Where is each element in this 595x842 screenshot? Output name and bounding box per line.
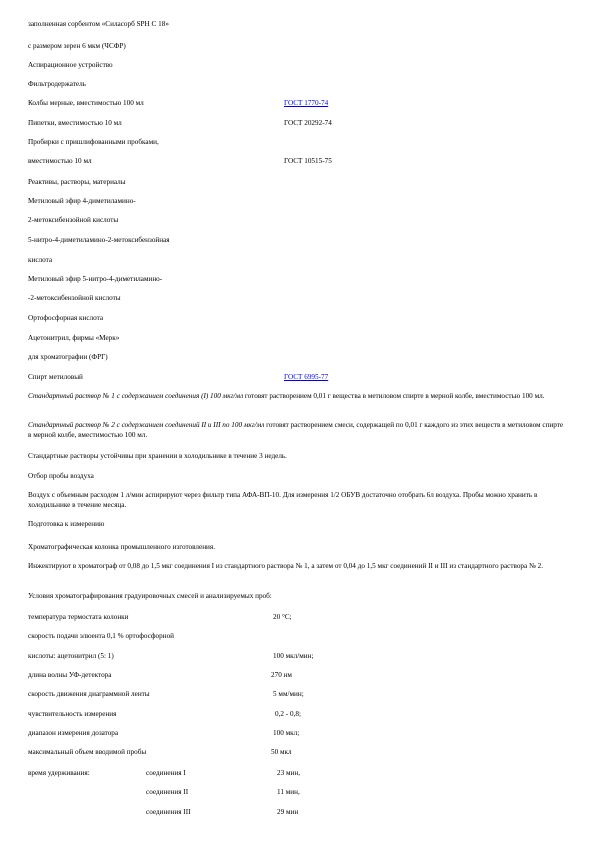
text-line: -2-метоксибензойной кислоты [28,294,121,302]
retention-value: 29 мин [277,808,299,816]
text-line: Условия хроматографирования градуировочных смесей и анализируемых проб: [28,592,272,600]
condition-label: длина волны УФ-детектора [28,671,112,679]
text-line: Спирт метиловый [28,373,83,381]
text-line: для хроматографии (ФРГ) [28,353,108,361]
condition-value: 100 мкл/мин; [273,652,314,660]
text-line: Пробирки с пришлифованными пробками, [28,138,159,146]
condition-value: 100 мкл; [273,729,300,737]
paragraph-standard-solution-1 [28,391,568,401]
condition-label: диапазон измерения дозатора [28,729,119,737]
condition-label: температура термостата колонки [28,613,129,621]
paragraph-sampling: Воздух с объемным расходом 1 л/мин аспирируют через фильтр типа АФА-ВП-10. Для измерения 1/2 ОБУВ достаточно отобрать 6л воздуха. Пробы можно хранить в холодильнике в течение месяца. [28,491,538,509]
text-line: кислота [28,256,53,264]
text-line: Стандартные растворы устойчивы при хранении в холодильнике в течение 3 недель. [28,452,287,460]
text-line: Аспирационное устройство [28,61,113,69]
gost-reference: ГОСТ 10515-75 [284,157,332,165]
text-line: с размером зерен 6 мкм (ЧСФР) [28,42,126,50]
retention-compound: соединения II [146,788,189,796]
paragraph-italic-lead: Стандартный раствор № 2 с содержанием соединений II и III по 100 мкг/мл [28,421,265,429]
section-heading: Реактивы, растворы, материалы [28,178,126,186]
text-line: Метиловый эфир 5-нитро-4-диметиламино- [28,275,163,283]
condition-value: 20 °С; [273,613,292,621]
section-heading: Подготовка к измерению [28,520,105,528]
gost-reference: ГОСТ 20292-74 [284,119,332,127]
condition-value: 270 нм [271,671,292,679]
text-line: Хроматографическая колонка промышленного изготовления. [28,543,215,551]
paragraph-standard-solution-2 [28,420,568,440]
text-line: 2-метоксибензойной кислоты [28,216,119,224]
retention-value: 11 мин, [277,788,300,796]
text-line: заполненная сорбентом «Силасорб SPH C 18» [28,20,169,28]
condition-value: 5 мм/мин; [273,690,304,698]
text-line: Ортофосфорная кислота [28,314,104,322]
paragraph-injection: Инжектируют в хроматограф от 0,08 до 1,5 мкг соединения I из стандартного раствора № 1, а затем от 0,04 до 1,5 мкг соединений II и III из стандартного раствора № 2. [28,562,544,570]
text-line: Колбы мерные, вместимостью 100 мл [28,99,144,107]
retention-value: 23 мин, [277,769,301,777]
retention-label: время удерживания: [28,769,90,777]
text-line: Ацетонитрил, фирмы «Мерк» [28,334,120,342]
condition-label: максимальный объем вводимой пробы [28,748,147,756]
paragraph-text: готовят растворением 0,01 г вещества в метиловом спирте в мерной колбе, вместимостью 100 мл. [243,392,545,400]
condition-label: чувствительность измерения [28,710,117,718]
condition-label: скорость подачи элюента 0,1 % ортофосфорной [28,632,175,640]
paragraph-italic-lead: Стандартный раствор № 1 с содержанием соединения (I) 100 мкг/мл [28,392,244,400]
paragraph-text: готовят растворением смеси, содержащей по 0,01 г каждого из этих веществ в метиловом спирте в мерной колбе, вместимостью 100 мл. [28,421,564,439]
text-line: Пипетки, вместимостью 10 мл [28,119,122,127]
condition-value: 50 мкл [271,748,292,756]
gost-link[interactable]: ГОСТ 1770-74 [284,99,329,107]
retention-compound: соединения I [146,769,186,777]
text-line: Метиловый эфир 4-диметиламино- [28,197,136,205]
text-line: Фильтродержатель [28,80,86,88]
gost-link[interactable]: ГОСТ 6995-77 [284,373,329,381]
condition-value: 0,2 - 0,8; [275,710,301,718]
condition-label: скорость движения диаграммной ленты [28,690,150,698]
section-heading: Отбор пробы воздуха [28,472,94,480]
condition-label: кислоты: ацетонитрил (5: 1) [28,652,114,660]
text-line: 5-нитро-4-диметиламино-2-метоксибензойная [28,236,170,244]
text-line: вместимостью 10 мл [28,157,92,165]
retention-compound: соединения III [146,808,191,816]
